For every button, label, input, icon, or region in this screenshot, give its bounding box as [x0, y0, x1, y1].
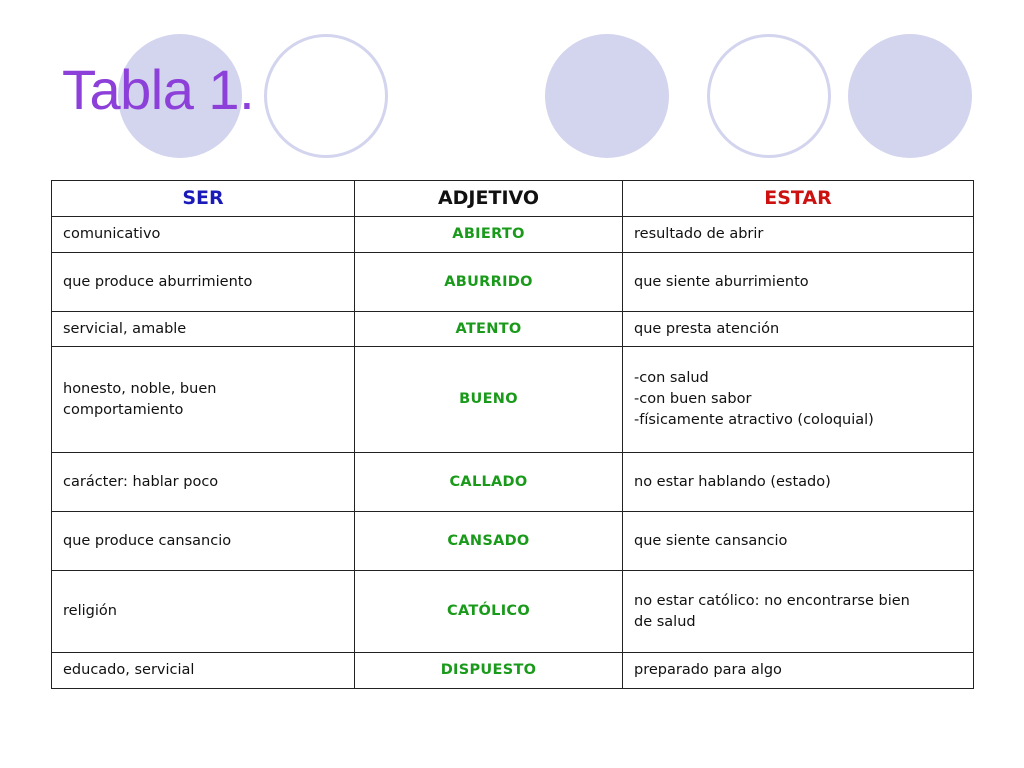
cell-ser [52, 512, 355, 571]
cell-adjetivo: CALLADO [355, 453, 623, 512]
table-row [52, 453, 974, 512]
cell-line: que presta atención [634, 320, 780, 337]
cell-ser [52, 217, 355, 253]
cell-adjetivo: DISPUESTO [355, 653, 623, 689]
cell-line: servicial, amable [63, 320, 187, 337]
table-row [52, 571, 974, 653]
table-row [52, 253, 974, 312]
cell-line: religión [63, 603, 117, 619]
cell-estar [623, 653, 974, 689]
cell-adjetivo: BUENO [355, 347, 623, 453]
cell-line: que siente aburrimiento [634, 273, 809, 290]
cell-line: que siente cansancio [634, 532, 788, 549]
cell-line: comportamiento [63, 401, 184, 418]
cell-ser [52, 347, 355, 453]
cell-ser [52, 453, 355, 512]
cell-line: -con buen sabor [634, 391, 752, 407]
cell-ser [52, 653, 355, 689]
table-row [52, 512, 974, 571]
cell-line: preparado para algo [634, 662, 782, 678]
cell-line: no estar hablando (estado) [634, 473, 831, 490]
decorative-circle-3 [848, 34, 972, 158]
cell-line: -con salud [634, 370, 709, 386]
table-header-row [52, 181, 974, 217]
cell-line: no estar católico: no encontrarse bien [634, 592, 910, 609]
cell-ser [52, 571, 355, 653]
cell-line: que produce aburrimiento [63, 273, 253, 290]
cell-estar [623, 217, 974, 253]
cell-adjetivo: ABURRIDO [355, 253, 623, 312]
header-estar: ESTAR [623, 181, 974, 217]
slide-title: Tabla 1. [62, 58, 255, 121]
cell-estar [623, 453, 974, 512]
cell-adjetivo: ATENTO [355, 312, 623, 347]
cell-ser [52, 253, 355, 312]
cell-estar [623, 312, 974, 347]
cell-adjetivo: ABIERTO [355, 217, 623, 253]
cell-estar [623, 253, 974, 312]
table-row [52, 653, 974, 689]
decorative-circle-2 [545, 34, 669, 158]
cell-line: que produce cansancio [63, 532, 232, 549]
table-row [52, 217, 974, 253]
cell-line: educado, servicial [63, 662, 195, 678]
table-row [52, 312, 974, 347]
cell-adjetivo: CATÓLICO [355, 571, 623, 653]
cell-estar [623, 571, 974, 653]
cell-estar [623, 512, 974, 571]
cell-adjetivo: CANSADO [355, 512, 623, 571]
cell-line: resultado de abrir [634, 226, 764, 242]
decorative-ring-1 [264, 34, 388, 158]
cell-line: honesto, noble, buen [63, 380, 217, 397]
cell-line: -físicamente atractivo (coloquial) [634, 412, 874, 428]
header-adjetivo: ADJETIVO [355, 181, 623, 217]
ser-estar-table [51, 180, 974, 689]
header-ser: SER [52, 181, 355, 217]
cell-ser [52, 312, 355, 347]
cell-estar [623, 347, 974, 453]
cell-line: de salud [634, 613, 696, 630]
cell-line: comunicativo [63, 226, 161, 242]
decorative-ring-2 [707, 34, 831, 158]
table-row [52, 347, 974, 453]
cell-line: carácter: hablar poco [63, 473, 219, 490]
